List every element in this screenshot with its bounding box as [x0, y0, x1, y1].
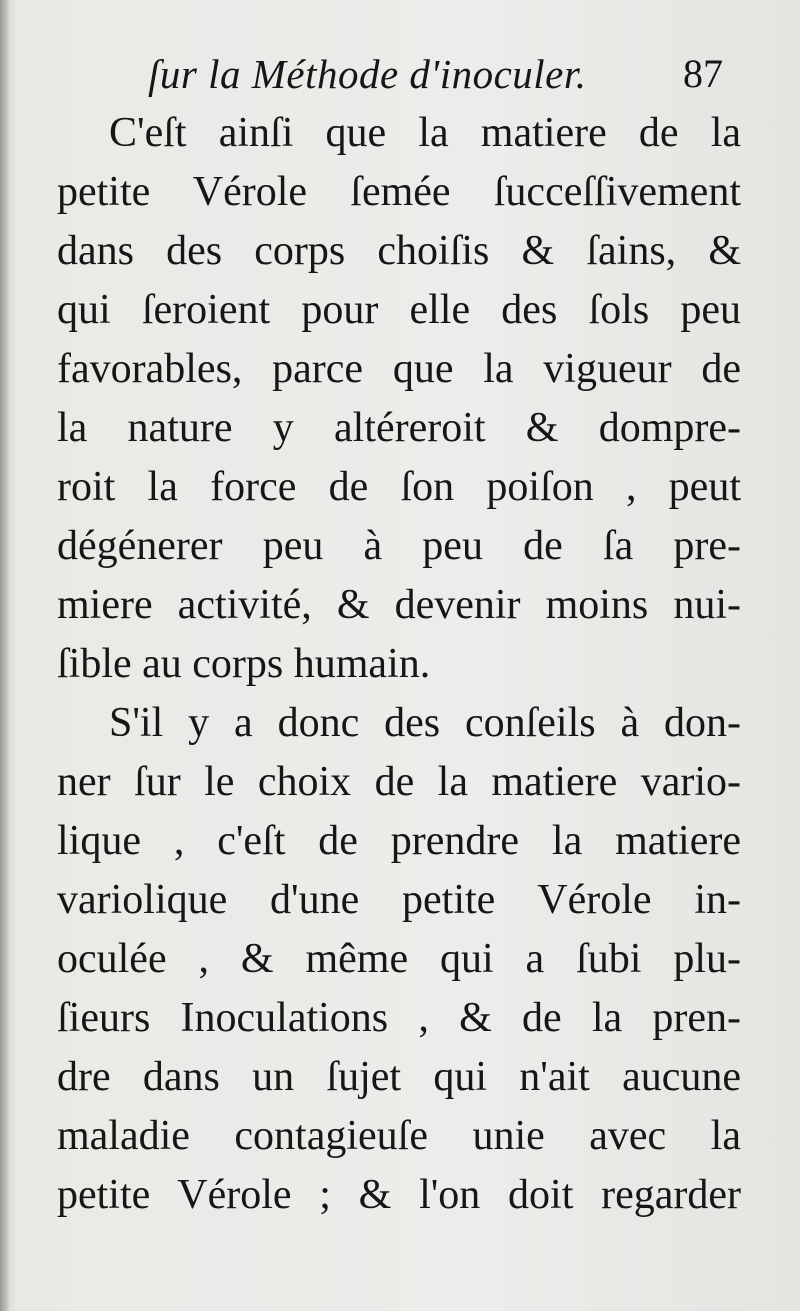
body-text [57, 104, 741, 1225]
text-line: ſieurs Inoculations , & de la pren- [57, 995, 741, 1041]
text-line: S'il y a donc des conſeils à don- [109, 700, 741, 746]
text-line: miere activité, & devenir moins nui- [57, 582, 741, 628]
running-title: ſur la Méthode d'inoculer. [148, 51, 587, 97]
paragraph-1 [57, 104, 741, 694]
text-line: dans des corps choiſis & ſains, & [57, 228, 741, 274]
text-line: ner ſur le choix de la matiere vario- [57, 759, 741, 805]
text-line: qui ſeroient pour elle des ſols peu [57, 287, 741, 333]
text-line: ſible au corps humain. [57, 641, 431, 687]
text-line: oculée , & même qui a ſubi plu- [57, 936, 741, 982]
text-line: variolique d'une petite Vérole in- [57, 877, 741, 923]
text-line: maladie contagieuſe unie avec la [57, 1113, 741, 1159]
text-line: C'eſt ainſi que la matiere de la [109, 110, 741, 156]
running-head [0, 44, 800, 104]
text-line: roit la force de ſon poiſon , peut [57, 464, 741, 510]
text-line: petite Vérole ſemée ſucceſſivement [57, 169, 741, 215]
text-line: la nature y altéreroit & dompre- [57, 405, 741, 451]
text-line: favorables, parce que la vigueur de [57, 346, 741, 392]
paragraph-2 [57, 694, 741, 1225]
page-number: 87 [683, 51, 723, 96]
text-line: dégénerer peu à peu de ſa pre- [57, 523, 741, 569]
text-line: lique , c'eſt de prendre la matiere [57, 818, 741, 864]
gutter-shadow [0, 0, 10, 1311]
text-line: dre dans un ſujet qui n'ait aucune [57, 1054, 741, 1100]
text-line: petite Vérole ; & l'on doit regarder [57, 1172, 741, 1218]
